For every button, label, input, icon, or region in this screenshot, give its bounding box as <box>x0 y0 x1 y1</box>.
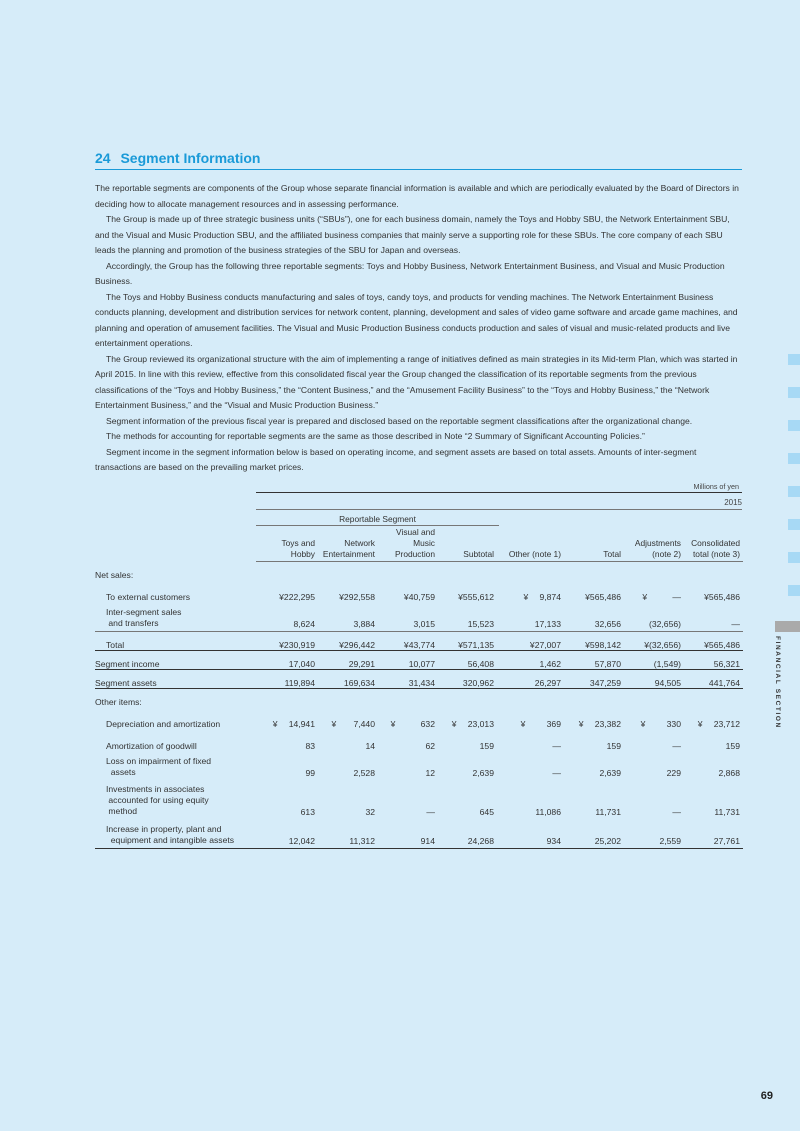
cell: ¥43,774 <box>378 632 438 651</box>
row-label: Segment income <box>95 651 256 670</box>
cell: 32,656 <box>594 619 621 629</box>
paragraph: The Toys and Hobby Business conducts manufacturing and sales of toys, candy toys, and products for vending machines. The Network Entertainment Business conducts planning, development and distribution services for network content, planning, development and sales of video game software and arcade game machines, and planning and operation of amusement facilities. The Visual and Music Production Business conducts production and sales of visual and music-related products and live entertainment operations. <box>95 291 738 348</box>
cell: 169,634 <box>318 670 378 689</box>
cell: 29,291 <box>318 651 378 670</box>
cell: 15,523 <box>467 619 494 629</box>
cell: 99 <box>305 768 315 778</box>
table-row <box>95 729 743 751</box>
cell: ¥230,919 <box>256 632 318 651</box>
cell: 3,015 <box>413 619 435 629</box>
cell: 320,962 <box>438 670 497 689</box>
table-row <box>95 632 743 651</box>
cell: ¥ 23,382 <box>578 719 621 729</box>
reportable-segment-label: Reportable Segment <box>339 514 416 524</box>
cell: 645 <box>479 807 494 817</box>
reportable-segment-rule <box>256 525 499 526</box>
table-row <box>95 670 743 689</box>
cell: 17,040 <box>256 651 318 670</box>
cell: 62 <box>425 741 435 751</box>
section-tab[interactable] <box>788 585 800 596</box>
cell: 934 <box>497 819 564 849</box>
section-tabs <box>788 354 800 618</box>
table-row <box>95 751 743 780</box>
cell: ¥571,135 <box>438 632 497 651</box>
cell: 11,312 <box>318 819 378 849</box>
col-header: Toys and Hobby <box>256 527 318 562</box>
table-row <box>95 562 743 581</box>
table-row <box>95 689 743 708</box>
section-tab[interactable] <box>788 486 800 497</box>
table-row <box>95 707 743 729</box>
cell: 159 <box>479 741 494 751</box>
cell: 613 <box>300 807 315 817</box>
cell: ¥ 14,941 <box>272 719 315 729</box>
section-title: Segment Information <box>120 150 261 166</box>
cell: 119,894 <box>256 670 318 689</box>
cell: (32,656) <box>648 619 681 629</box>
header-row <box>95 527 743 562</box>
cell: 12,042 <box>256 819 318 849</box>
row-label: Loss on impairment of fixed assets <box>106 756 212 777</box>
cell: 94,505 <box>624 670 684 689</box>
row-label: Inter-segment sales and transfers <box>106 607 182 628</box>
cell: 11,731 <box>595 807 621 817</box>
cell: ¥598,142 <box>564 632 624 651</box>
cell: — <box>672 807 681 817</box>
cell: 2,528 <box>353 768 375 778</box>
cell: 83 <box>305 741 315 751</box>
paragraph: The methods for accounting for reportable segments are the same as those described in Note “2 Summary of Significant Accounting Policies.” <box>106 431 645 441</box>
cell: 11,731 <box>714 807 740 817</box>
cell: ¥292,558 <box>339 592 375 602</box>
cell: 2,639 <box>599 768 621 778</box>
cell: ¥555,612 <box>458 592 494 602</box>
row-label: To external customers <box>106 592 191 602</box>
cell: 159 <box>606 741 621 751</box>
paragraph: The reportable segments are components of the Group whose separate financial information is available and which are periodically evaluated by the Board of Directors in deciding how to allocate management resources and in assessing performance. <box>95 183 739 209</box>
cell: 56,321 <box>684 651 743 670</box>
table-row <box>95 819 743 849</box>
cell: 8,624 <box>293 619 315 629</box>
col-header: Visual and Music Production <box>378 527 438 562</box>
page-number: 69 <box>760 1090 773 1102</box>
cell: 57,870 <box>564 651 624 670</box>
cell: ¥565,486 <box>585 592 621 602</box>
table-row <box>95 651 743 670</box>
col-header: Network Entertainment <box>318 527 378 562</box>
section-tab[interactable] <box>788 387 800 398</box>
section-tab-active[interactable] <box>775 621 800 632</box>
cell: ¥ 23,013 <box>451 719 494 729</box>
cell: 441,764 <box>684 670 743 689</box>
unit-label: Millions of yen <box>693 482 739 491</box>
section-number: 24 <box>95 150 111 166</box>
cell: ¥565,486 <box>704 592 740 602</box>
section-tab[interactable] <box>788 354 800 365</box>
col-header: Total <box>564 527 624 562</box>
row-label: Amortization of goodwill <box>106 741 197 751</box>
cell: 1,462 <box>497 651 564 670</box>
section-tab[interactable] <box>788 552 800 563</box>
cell: 26,297 <box>497 670 564 689</box>
cell: ¥ 23,712 <box>697 719 740 729</box>
cell: — <box>672 741 681 751</box>
cell: 17,133 <box>534 619 561 629</box>
paragraph: Accordingly, the Group has the following three reportable segments: Toys and Hobby Business, Network Entertainment Business, and Visual and Music Production Business. <box>95 260 725 286</box>
cell: ¥296,442 <box>318 632 378 651</box>
section-tab[interactable] <box>788 453 800 464</box>
cell: 25,202 <box>564 819 624 849</box>
cell: 11,086 <box>535 807 561 817</box>
cell: ¥565,486 <box>684 632 743 651</box>
cell: 32 <box>365 807 375 817</box>
cell: — <box>552 768 561 778</box>
cell: (1,549) <box>624 651 684 670</box>
row-label: Increase in property, plant and equipment and intangible assets <box>95 819 256 849</box>
cell: 159 <box>725 741 740 751</box>
table-row <box>95 580 743 602</box>
cell: ¥(32,656) <box>624 632 684 651</box>
row-label: Other items: <box>95 697 142 707</box>
cell: ¥222,295 <box>279 592 315 602</box>
cell: ¥ 330 <box>640 719 681 729</box>
segment-table <box>95 527 743 849</box>
section-tab[interactable] <box>788 519 800 530</box>
row-label: Depreciation and amortization <box>106 719 221 729</box>
side-label: FINANCIAL SECTION <box>774 636 781 729</box>
cell: ¥9,874 <box>523 592 561 602</box>
row-label: Net sales: <box>95 570 134 580</box>
cell: ¥ — <box>642 592 681 602</box>
cell: ¥27,007 <box>497 632 564 651</box>
cell: 56,408 <box>438 651 497 670</box>
cell: 914 <box>378 819 438 849</box>
cell: 27,761 <box>684 819 743 849</box>
col-header: Consolidated total (note 3) <box>684 527 743 562</box>
table-row <box>95 602 743 632</box>
paragraph: The Group reviewed its organizational structure with the aim of implementing a range of initiatives defined as main strategies in its Mid-term Plan, which was started in April 2015. In line with this review, effective from this consolidated fiscal year the Group changed the classification of its reportable segments from the previous classifications of the “Toys and Hobby Business,” the “Content Business,” and the “Amusement Facility Business” to the “Toys and Hobby Business,” the “Network Entertainment Business,” and the “Visual and Music Production Business.” <box>95 353 738 410</box>
cell: ¥ 632 <box>390 719 435 729</box>
table-top-rule <box>256 492 742 493</box>
cell: 2,559 <box>624 819 684 849</box>
col-header: Subtotal <box>438 527 497 562</box>
cell: — <box>731 619 740 629</box>
table-row <box>95 780 743 819</box>
cell: 2,868 <box>718 768 740 778</box>
cell: ¥ 369 <box>520 719 561 729</box>
paragraph: Segment information of the previous fiscal year is prepared and disclosed based on the reportable segment classifications after the organizational change. <box>106 415 693 426</box>
cell: 229 <box>666 768 681 778</box>
paragraph: Segment income in the segment information below is based on operating income, and segment assets are based on total assets. Amounts of inter-segment transactions are based on the prevailing market prices. <box>95 446 697 472</box>
row-label: Investments in associates accounted for using equity method <box>106 784 209 816</box>
col-header: Other (note 1) <box>497 527 564 562</box>
cell: 14 <box>365 741 375 751</box>
cell: 31,434 <box>378 670 438 689</box>
row-label: Segment assets <box>95 670 256 689</box>
cell: — <box>426 807 435 817</box>
col-header: Adjustments (note 2) <box>624 527 684 562</box>
cell: — <box>552 741 561 751</box>
cell: ¥40,759 <box>403 592 435 602</box>
cell: 12 <box>425 768 435 778</box>
cell: 24,268 <box>438 819 497 849</box>
intro-text <box>95 181 743 476</box>
row-label: Total <box>95 632 256 651</box>
section-tab[interactable] <box>788 420 800 431</box>
paragraph: The Group is made up of three strategic business units (“SBUs”), one for each business domain, namely the Toys and Hobby SBU, the Network Entertainment SBU, and the Visual and Music Production SBU, and the affiliated business companies that mainly serve a supporting role for these SBUs. The core company of each SBU leads the planning and promotion of the business strategies of the SBU for Japan and overseas. <box>95 214 730 255</box>
cell: ¥ 7,440 <box>331 719 375 729</box>
section-heading <box>95 150 742 170</box>
cell: 347,259 <box>564 670 624 689</box>
year-label: 2015 <box>724 498 742 507</box>
cell: 3,884 <box>353 619 375 629</box>
year-rule <box>256 509 742 510</box>
cell: 2,639 <box>472 768 494 778</box>
cell: 10,077 <box>378 651 438 670</box>
